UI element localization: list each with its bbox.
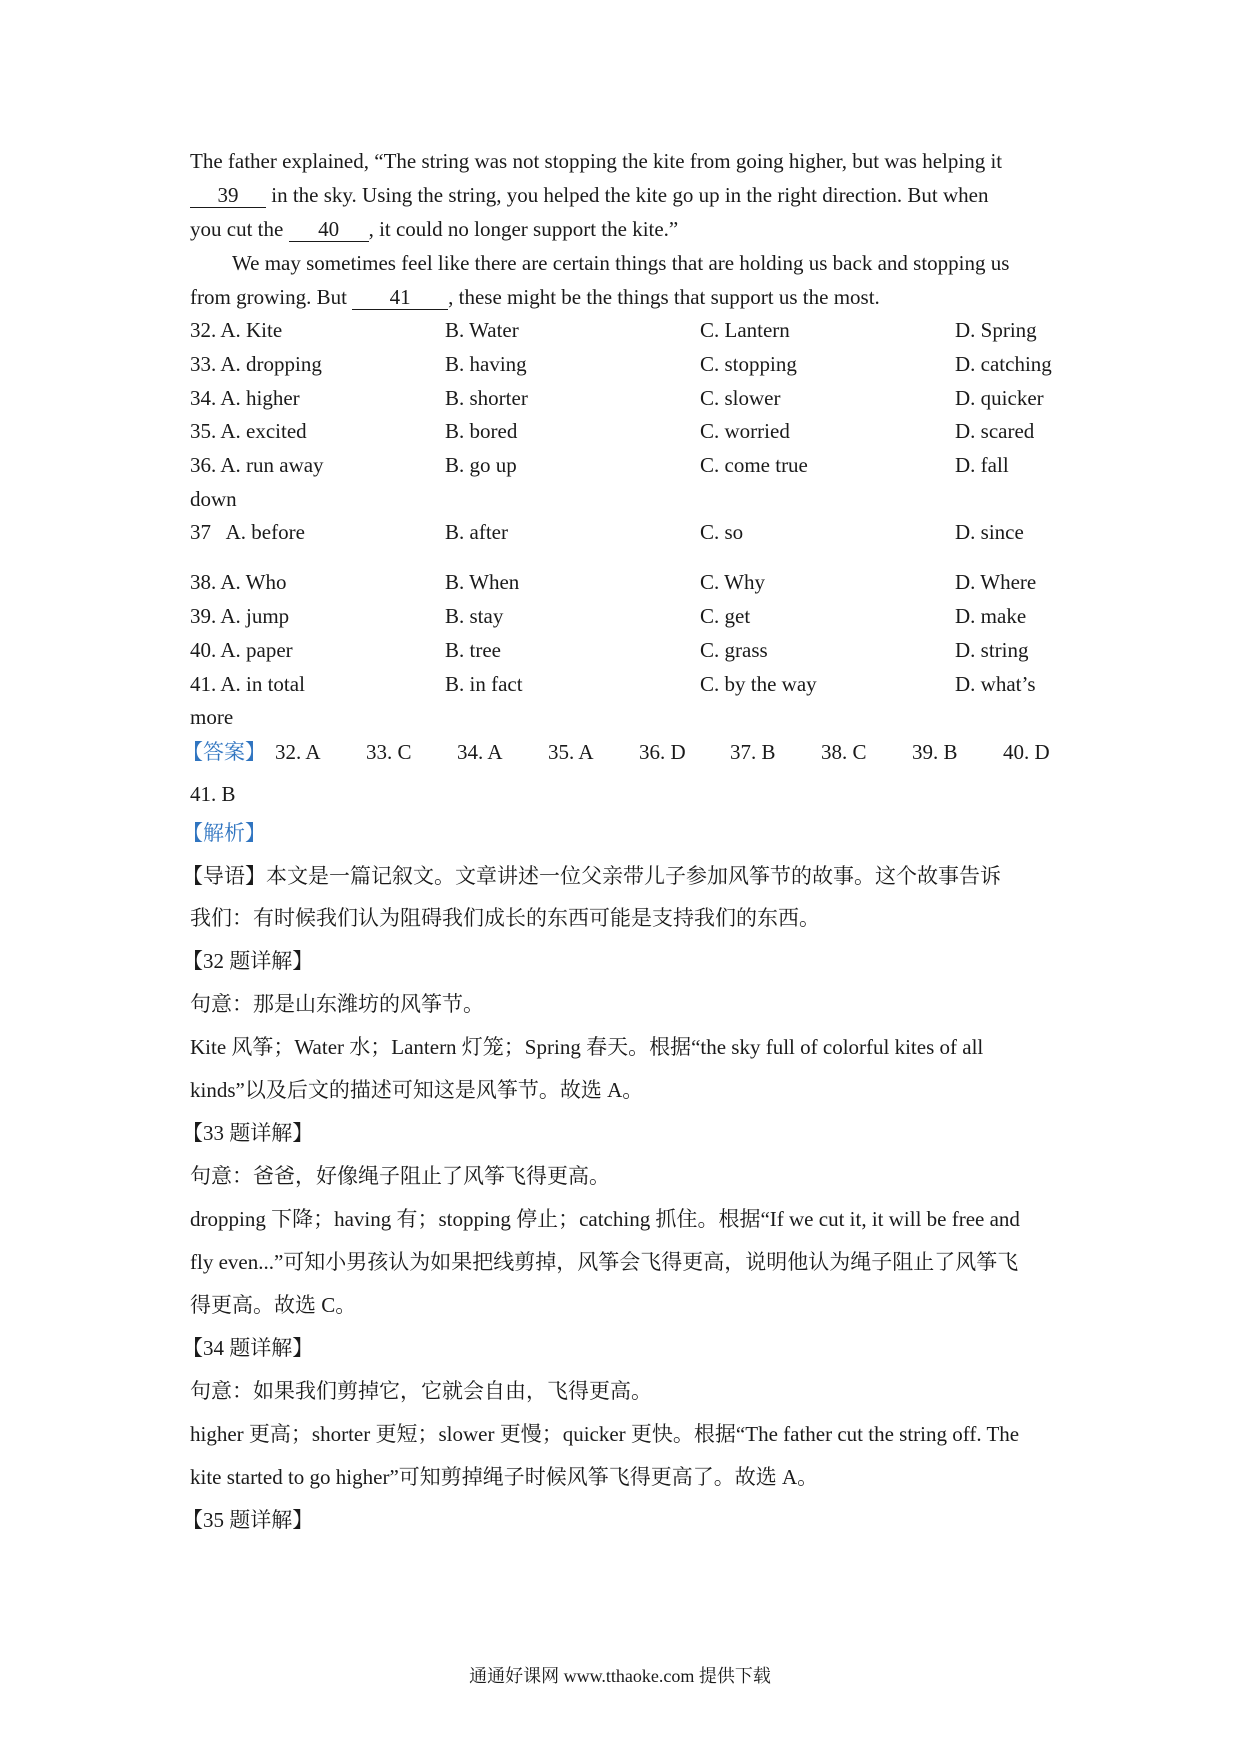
blank-41: 41 — [352, 285, 448, 310]
passage-line-2 — [190, 180, 988, 210]
option-d: D. quicker — [955, 386, 1044, 410]
option-d: D. fall — [955, 453, 1009, 477]
passage-line-2-text: in the sky. Using the string, you helped the kite go up in the right direction. But when — [266, 183, 989, 207]
option-c: C. Lantern — [700, 318, 790, 342]
option-a: 34. A. higher — [190, 386, 300, 410]
option-c: C. come true — [700, 453, 808, 477]
q33-line-4: 得更高。故选 C。 — [190, 1293, 357, 1317]
option-b: B. tree — [445, 638, 501, 662]
analysis-label: 【解析】 — [182, 821, 266, 845]
option-b: B. bored — [445, 419, 518, 443]
option-c: C. worried — [700, 419, 790, 443]
q34-line-3: kite started to go higher”可知剪掉绳子时候风筝飞得更高了。故选 A。 — [190, 1465, 819, 1489]
q32-line-2: Kite 风筝；Water 水；Lantern 灯笼；Spring 春天。根据“the sky full of colorful kites of all — [190, 1035, 984, 1059]
option-d: D. catching — [955, 352, 1052, 376]
answer-item: 32. A — [275, 740, 321, 764]
option-a: 32. A. Kite — [190, 318, 283, 342]
section-title-35: 【35 题详解】 — [182, 1508, 314, 1532]
q33-line-1: 句意：爸爸，好像绳子阻止了风筝飞得更高。 — [190, 1164, 610, 1188]
option-a: 35. A. excited — [190, 419, 307, 443]
q33-line-2: dropping 下降；having 有；stopping 停止；catching 抓住。根据“If we cut it, it will be free and — [190, 1207, 1020, 1231]
passage-line-3-pre: you cut the — [190, 217, 289, 241]
guide-text: 本文是一篇记叙文。文章讲述一位父亲带儿子参加风筝节的故事。这个故事告诉 — [266, 864, 1001, 888]
option-d-wrap: more — [190, 705, 234, 729]
option-d: D. scared — [955, 419, 1035, 443]
option-b: B. after — [445, 520, 508, 544]
option-c: C. so — [700, 520, 744, 544]
answer-item: 41. B — [190, 782, 236, 806]
option-a: 37 A. before — [190, 520, 305, 544]
q32-line-1: 句意：那是山东潍坊的风筝节。 — [190, 992, 484, 1016]
blank-40: 40 — [289, 217, 369, 242]
option-d: D. make — [955, 604, 1027, 628]
option-b: B. shorter — [445, 386, 528, 410]
option-a: 36. A. run away — [190, 453, 324, 477]
answer-item: 36. D — [639, 740, 686, 764]
passage-line-3 — [190, 214, 678, 244]
option-b: B. having — [445, 352, 527, 376]
q34-line-1: 句意：如果我们剪掉它，它就会自由，飞得更高。 — [190, 1379, 652, 1403]
passage-line-1: The father explained, “The string was not stopping the kite from going higher, but was helping it — [190, 149, 1003, 173]
passage-line-4: We may sometimes feel like there are certain things that are holding us back and stopping us — [232, 251, 1010, 275]
guide-label: 【导语】 — [182, 864, 266, 888]
answer-item: 33. C — [366, 740, 412, 764]
option-a: 41. A. in total — [190, 672, 305, 696]
option-c: C. by the way — [700, 672, 817, 696]
passage-line-5-pre: from growing. But — [190, 285, 353, 309]
answer-item: 38. C — [821, 740, 867, 764]
passage-line-5-post: , these might be the things that support us the most. — [448, 285, 880, 309]
answer-item: 35. A — [548, 740, 594, 764]
passage-line-3-post: , it could no longer support the kite.” — [368, 217, 679, 241]
guide-line-1 — [182, 861, 1001, 891]
blank-39: 39 — [190, 183, 266, 208]
option-b: B. go up — [445, 453, 517, 477]
guide-line-2: 我们：有时候我们认为阻碍我们成长的东西可能是支持我们的东西。 — [190, 906, 820, 930]
option-c: C. grass — [700, 638, 768, 662]
answer-item: 40. D — [1003, 740, 1050, 764]
page-footer: 通通好课网 www.tthaoke.com 提供下载 — [469, 1666, 771, 1686]
q32-line-3: kinds”以及后文的描述可知这是风筝节。故选 A。 — [190, 1078, 644, 1102]
option-b: B. Water — [445, 318, 519, 342]
option-d: D. since — [955, 520, 1024, 544]
option-c: C. stopping — [700, 352, 797, 376]
option-a: 40. A. paper — [190, 638, 293, 662]
option-c: C. slower — [700, 386, 781, 410]
section-title-32: 【32 题详解】 — [182, 949, 314, 973]
option-b: B. When — [445, 570, 520, 594]
answer-item: 34. A — [457, 740, 503, 764]
option-c: C. get — [700, 604, 751, 628]
option-b: B. stay — [445, 604, 504, 628]
answer-item: 39. B — [912, 740, 958, 764]
option-b: B. in fact — [445, 672, 523, 696]
option-d: D. Spring — [955, 318, 1037, 342]
section-title-34: 【34 题详解】 — [182, 1336, 314, 1360]
option-d: D. Where — [955, 570, 1037, 594]
answer-label: 【答案】 — [182, 740, 266, 764]
option-a: 38. A. Who — [190, 570, 287, 594]
option-c: C. Why — [700, 570, 765, 594]
option-d-wrap: down — [190, 487, 237, 511]
option-d: D. what’s — [955, 672, 1036, 696]
option-a: 33. A. dropping — [190, 352, 322, 376]
answer-item: 37. B — [730, 740, 776, 764]
option-d: D. string — [955, 638, 1029, 662]
q33-line-3: fly even...”可知小男孩认为如果把线剪掉，风筝会飞得更高，说明他认为绳子阻止了风筝飞 — [190, 1250, 1019, 1274]
option-a: 39. A. jump — [190, 604, 290, 628]
q34-line-2: higher 更高；shorter 更短；slower 更慢；quicker 更快。根据“The father cut the string off. The — [190, 1422, 1020, 1446]
section-title-33: 【33 题详解】 — [182, 1121, 314, 1145]
passage-line-5 — [190, 282, 880, 312]
